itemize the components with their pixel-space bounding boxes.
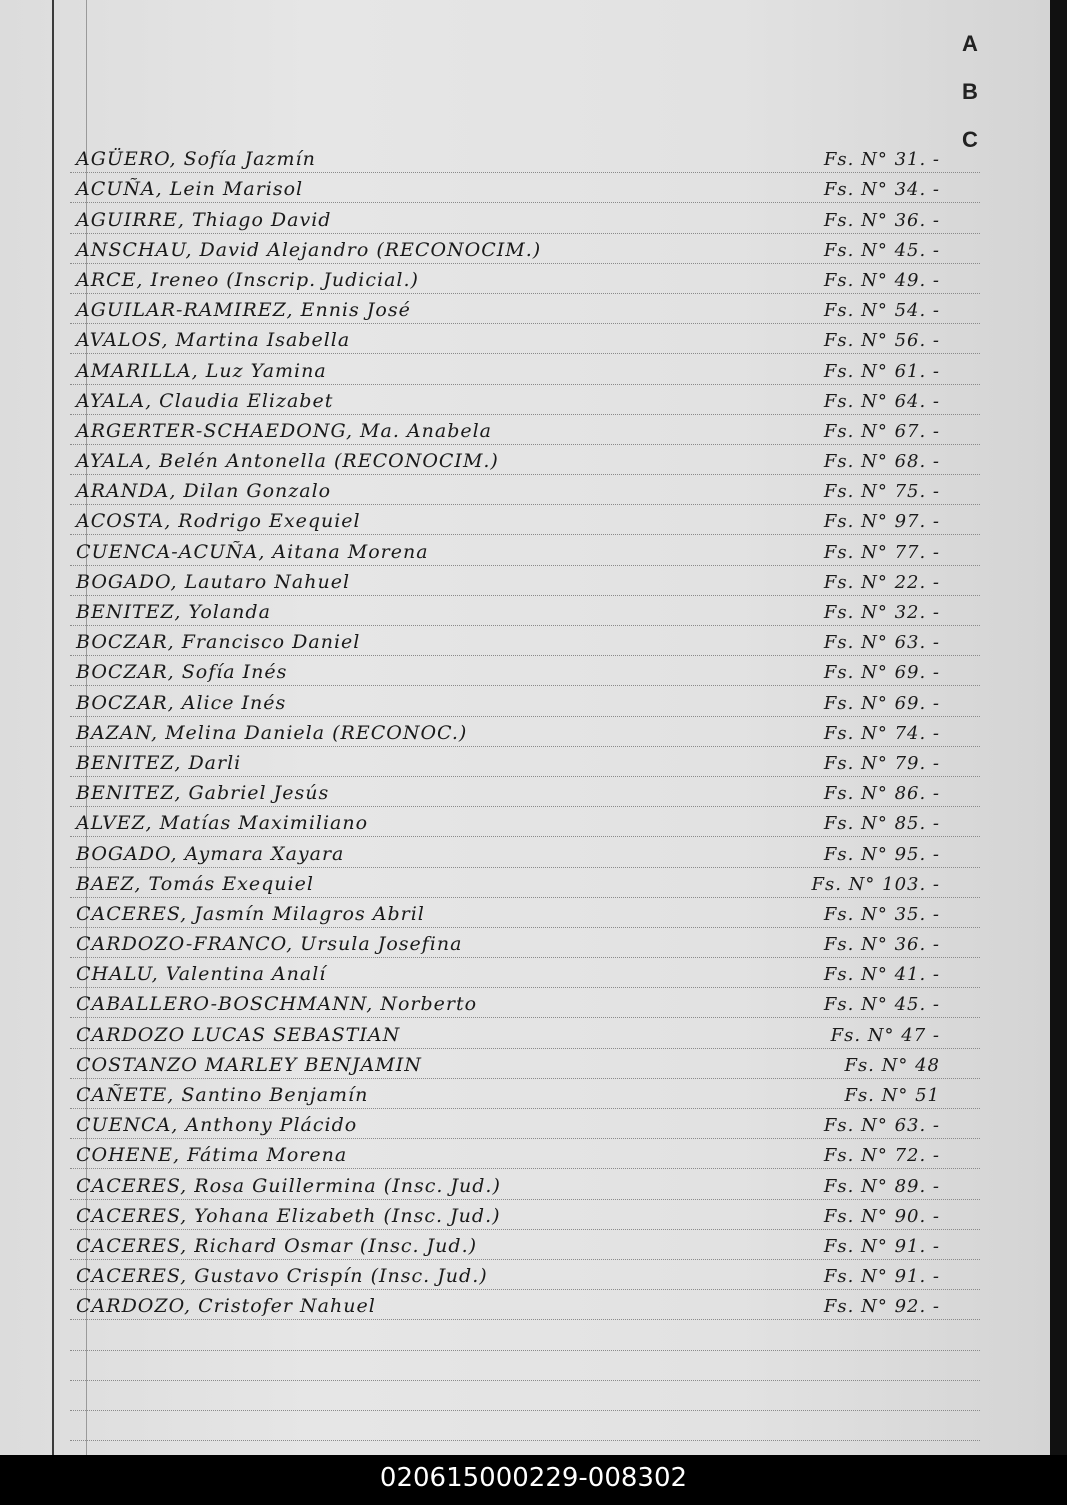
ledger-row (70, 294, 980, 324)
ledger-row (70, 686, 980, 716)
ledger-row (70, 1381, 980, 1411)
ledger-row (70, 656, 980, 686)
entry-folio: Fs. N° 41. - (823, 964, 940, 986)
entry-folio: Fs. N° 68. - (823, 451, 940, 473)
entry-name: CHALU, Valentina Analí (76, 963, 327, 986)
entry-folio: Fs. N° 72. - (823, 1145, 940, 1167)
ledger-row (70, 203, 980, 233)
entry-name: BENITEZ, Gabriel Jesús (76, 782, 330, 805)
page-edge-shadow (1050, 0, 1067, 1455)
index-tab-a: A (962, 31, 978, 56)
entry-name: BOCZAR, Sofía Inés (76, 661, 288, 684)
entry-name: CABALLERO-BOSCHMANN, Norberto (76, 993, 478, 1016)
entry-name: ARANDA, Dilan Gonzalo (76, 480, 332, 503)
entry-folio: Fs. N° 36. - (823, 209, 940, 231)
entry-name: AMARILLA, Luz Yamina (76, 359, 327, 382)
entry-folio: Fs. N° 86. - (823, 783, 940, 805)
entry-name: CACERES, Gustavo Crispín (Insc. Jud.) (76, 1265, 488, 1288)
ledger-row (70, 1018, 980, 1048)
entry-folio: Fs. N° 63. - (823, 632, 940, 654)
entry-name: BAEZ, Tomás Exequiel (76, 872, 314, 895)
entry-name: ANSCHAU, David Alejandro (RECONOCIM.) (76, 238, 542, 261)
ledger-row (70, 1169, 980, 1199)
entry-name: AYALA, Claudia Elizabet (76, 389, 334, 412)
ledger-row (70, 1411, 980, 1441)
entry-name: BOGADO, Lautaro Nahuel (76, 570, 351, 593)
entry-folio: Fs. N° 67. - (823, 420, 940, 442)
ledger-row (70, 1441, 980, 1455)
ledger-row (70, 898, 980, 928)
entry-folio: Fs. N° 103. - (811, 873, 940, 895)
ledger-row (70, 1079, 980, 1109)
entry-folio: Fs. N° 74. - (823, 722, 940, 744)
ledger-row (70, 837, 980, 867)
entry-name: BOCZAR, Alice Inés (76, 691, 287, 714)
entry-folio: Fs. N° 85. - (823, 813, 940, 835)
entry-name: AYALA, Belén Antonella (RECONOCIM.) (76, 450, 499, 473)
entry-folio: Fs. N° 97. - (823, 511, 940, 533)
ledger-row (70, 1139, 980, 1169)
entry-folio: Fs. N° 22. - (823, 571, 940, 593)
entry-name: ARGERTER-SCHAEDONG, Ma. Anabela (76, 419, 493, 442)
entry-folio: Fs. N° 64. - (823, 390, 940, 412)
ledger-row (70, 777, 980, 807)
entry-name: AGUILAR-RAMIREZ, Ennis José (76, 299, 411, 322)
entry-folio: Fs. N° 79. - (823, 752, 940, 774)
entry-folio: Fs. N° 77. - (823, 541, 940, 563)
entry-folio: Fs. N° 92. - (823, 1296, 940, 1318)
entry-folio: Fs. N° 47 - (830, 1024, 940, 1046)
index-tab-b: B (962, 79, 978, 104)
ledger-row (70, 1230, 980, 1260)
entry-folio: Fs. N° 31. - (823, 149, 940, 171)
entry-name: AVALOS, Martina Isabella (76, 329, 351, 352)
entry-name: BENITEZ, Darli (76, 751, 242, 774)
ledger-row (70, 1320, 980, 1350)
entry-name: CARDOZO LUCAS SEBASTIAN (76, 1023, 401, 1046)
entry-folio: Fs. N° 69. - (823, 692, 940, 714)
ledger-row (70, 626, 980, 656)
entry-name: CACERES, Richard Osmar (Insc. Jud.) (76, 1234, 478, 1257)
ledger-row (70, 1260, 980, 1290)
ledger-row (70, 1351, 980, 1381)
ledger-row (70, 868, 980, 898)
ledger-row (70, 445, 980, 475)
ledger-row (70, 958, 980, 988)
ledger-row (70, 566, 980, 596)
entry-name: AGUIRRE, Thiago David (76, 208, 332, 231)
entry-folio: Fs. N° 63. - (823, 1115, 940, 1137)
entry-name: CARDOZO, Cristofer Nahuel (76, 1295, 376, 1318)
entry-folio: Fs. N° 91. - (823, 1235, 940, 1257)
entry-folio: Fs. N° 32. - (823, 602, 940, 623)
ledger-row (70, 807, 980, 837)
entry-name: CARDOZO-FRANCO, Ursula Josefina (76, 933, 463, 956)
entry-name: BOGADO, Aymara Xayara (76, 842, 345, 865)
ledger-row (70, 1049, 980, 1079)
ledger-row (70, 988, 980, 1018)
entry-folio: Fs. N° 35. - (823, 903, 940, 925)
entry-folio: Fs. N° 45. - (823, 994, 940, 1016)
entry-name: CACERES, Jasmín Milagros Abril (76, 902, 425, 925)
ledger-row (70, 264, 980, 294)
entry-name: COHENE, Fátima Morena (76, 1144, 348, 1167)
entry-folio: Fs. N° 56. - (823, 330, 940, 352)
ledger-row (70, 928, 980, 958)
ledger-row (70, 717, 980, 747)
entry-name: CUENCA, Anthony Plácido (76, 1114, 358, 1137)
ledger-row (70, 385, 980, 415)
entry-name: BOCZAR, Francisco Daniel (76, 631, 361, 654)
ledger-row (70, 505, 980, 535)
entry-name: CACERES, Yohana Elizabeth (Insc. Jud.) (76, 1204, 501, 1227)
binding-rule (52, 0, 54, 1455)
entry-name: CAÑETE, Santino Benjamín (76, 1084, 369, 1106)
ledger-row (70, 234, 980, 264)
entry-list (70, 143, 980, 1455)
entry-folio: Fs. N° 75. - (823, 481, 940, 503)
entry-name: CUENCA-ACUÑA, Aitana Morena (76, 540, 429, 563)
ledger-row (70, 535, 980, 565)
ledger-row (70, 173, 980, 203)
document-code: 020615000229-008302 (0, 1455, 1067, 1505)
entry-folio: Fs. N° 89. - (823, 1175, 940, 1197)
entry-folio: Fs. N° 51 (844, 1085, 940, 1106)
ledger-row (70, 1109, 980, 1139)
entry-folio: Fs. N° 49. - (823, 269, 940, 291)
entry-name: AGÜERO, Sofía Jazmín (76, 148, 316, 171)
ledger-row (70, 324, 980, 354)
entry-folio: Fs. N° 48 (844, 1054, 940, 1076)
ledger-row (70, 1200, 980, 1230)
entry-name: BENITEZ, Yolanda (76, 601, 271, 623)
entry-name: ARCE, Ireneo (Inscrip. Judicial.) (76, 268, 419, 291)
entry-folio: Fs. N° 90. - (823, 1205, 940, 1227)
entry-name: COSTANZO MARLEY BENJAMIN (76, 1053, 422, 1076)
entry-name: ALVEZ, Matías Maximiliano (76, 812, 369, 835)
entry-folio: Fs. N° 61. - (823, 360, 940, 382)
entry-folio: Fs. N° 45. - (823, 239, 940, 261)
entry-folio: Fs. N° 36. - (823, 934, 940, 956)
ledger-row (70, 475, 980, 505)
ledger-row (70, 354, 980, 384)
entry-name: BAZAN, Melina Daniela (RECONOC.) (76, 721, 468, 744)
ledger-row (70, 596, 980, 626)
entry-folio: Fs. N° 95. - (823, 843, 940, 865)
ledger-row (70, 1290, 980, 1320)
entry-name: ACUÑA, Lein Marisol (76, 178, 304, 201)
entry-folio: Fs. N° 69. - (823, 662, 940, 684)
entry-folio: Fs. N° 91. - (823, 1266, 940, 1288)
entry-name: ACOSTA, Rodrigo Exequiel (76, 510, 361, 533)
ledger-row (70, 747, 980, 777)
ledger-row (70, 415, 980, 445)
entry-name: CACERES, Rosa Guillermina (Insc. Jud.) (76, 1174, 501, 1197)
index-tab-c: C (962, 127, 978, 152)
ledger-row (70, 143, 980, 173)
entry-folio: Fs. N° 34. - (823, 179, 940, 201)
entry-folio: Fs. N° 54. - (823, 300, 940, 322)
